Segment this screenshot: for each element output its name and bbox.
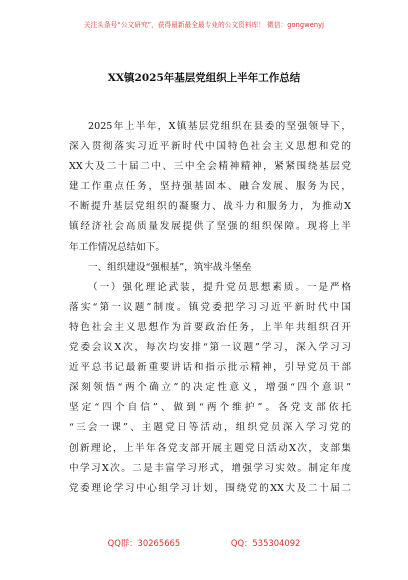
body-line: 落实“第一议题”制度。镇党委把学习习近平新时代中国 (69, 301, 351, 313)
body-line: “三会一课”、主题党日等活动，组织党员深入学习党的 (69, 422, 351, 434)
section-heading: 一、组织建设“强根基”，筑牢战斗堡垒 (88, 261, 252, 273)
document-title: XX镇2025年基层党组织上半年工作总结 (107, 72, 301, 84)
footer-qq: QQ：535304092 (230, 538, 301, 548)
document-body (69, 117, 351, 499)
footer-qq-group: QQ群：30265665 (107, 538, 181, 548)
body-line: 深刻领悟“两个确立”的决定性意义，增强“四个意识” (69, 382, 351, 394)
body-line: 近平总书记最新重要讲话和指示批示精神，引导党员干部 (69, 362, 351, 374)
body-line: 特色社会主义思想作为首要政治任务，上半年共组织召开 (69, 321, 351, 333)
body-line: 党委会议X次，每次均安排“第一议题”学习，深入学习习 (69, 342, 351, 354)
body-line: 党委理论学习中心组学习计划，围绕党的XX大及二十届二 (69, 482, 351, 494)
body-line: （一）强化理论武装，提升党员思想素质。一是严格 (88, 281, 351, 293)
body-line: 深入贯彻落实习近平新时代中国特色社会主义思想和党的 (69, 141, 351, 153)
body-line: 不断提升基层党组织的凝聚力、战斗力和服务力，为推动X (69, 201, 351, 213)
body-line: 创新理论，上半年各党支部开展主题党日活动X次，支部集 (69, 442, 351, 454)
body-line: 年工作情况总结如下。 (69, 241, 165, 253)
body-line: 2025年上半年，X镇基层党组织在县委的坚强领导下， (88, 121, 351, 132)
body-line: 镇经济社会高质量发展提供了坚强的组织保障。现将上半 (69, 221, 351, 233)
body-line: XX大及二十届二中、三中全会精神精神，紧紧围绕基层党 (69, 161, 351, 173)
header-banner: 关注头条号“公文研究”，获得最新最全最专业的公文资料库！ 微信：gongwenyj (83, 21, 325, 29)
body-line: 建工作重点任务，坚持强基固本、融合发展、服务为民， (69, 181, 351, 193)
body-line: 中学习X次。二是丰富学习形式，增强学习实效。制定年度 (69, 462, 351, 474)
body-line: 坚定“四个自信”、做到“两个维护”。各党支部依托 (69, 402, 351, 414)
footer-contact (0, 537, 408, 549)
